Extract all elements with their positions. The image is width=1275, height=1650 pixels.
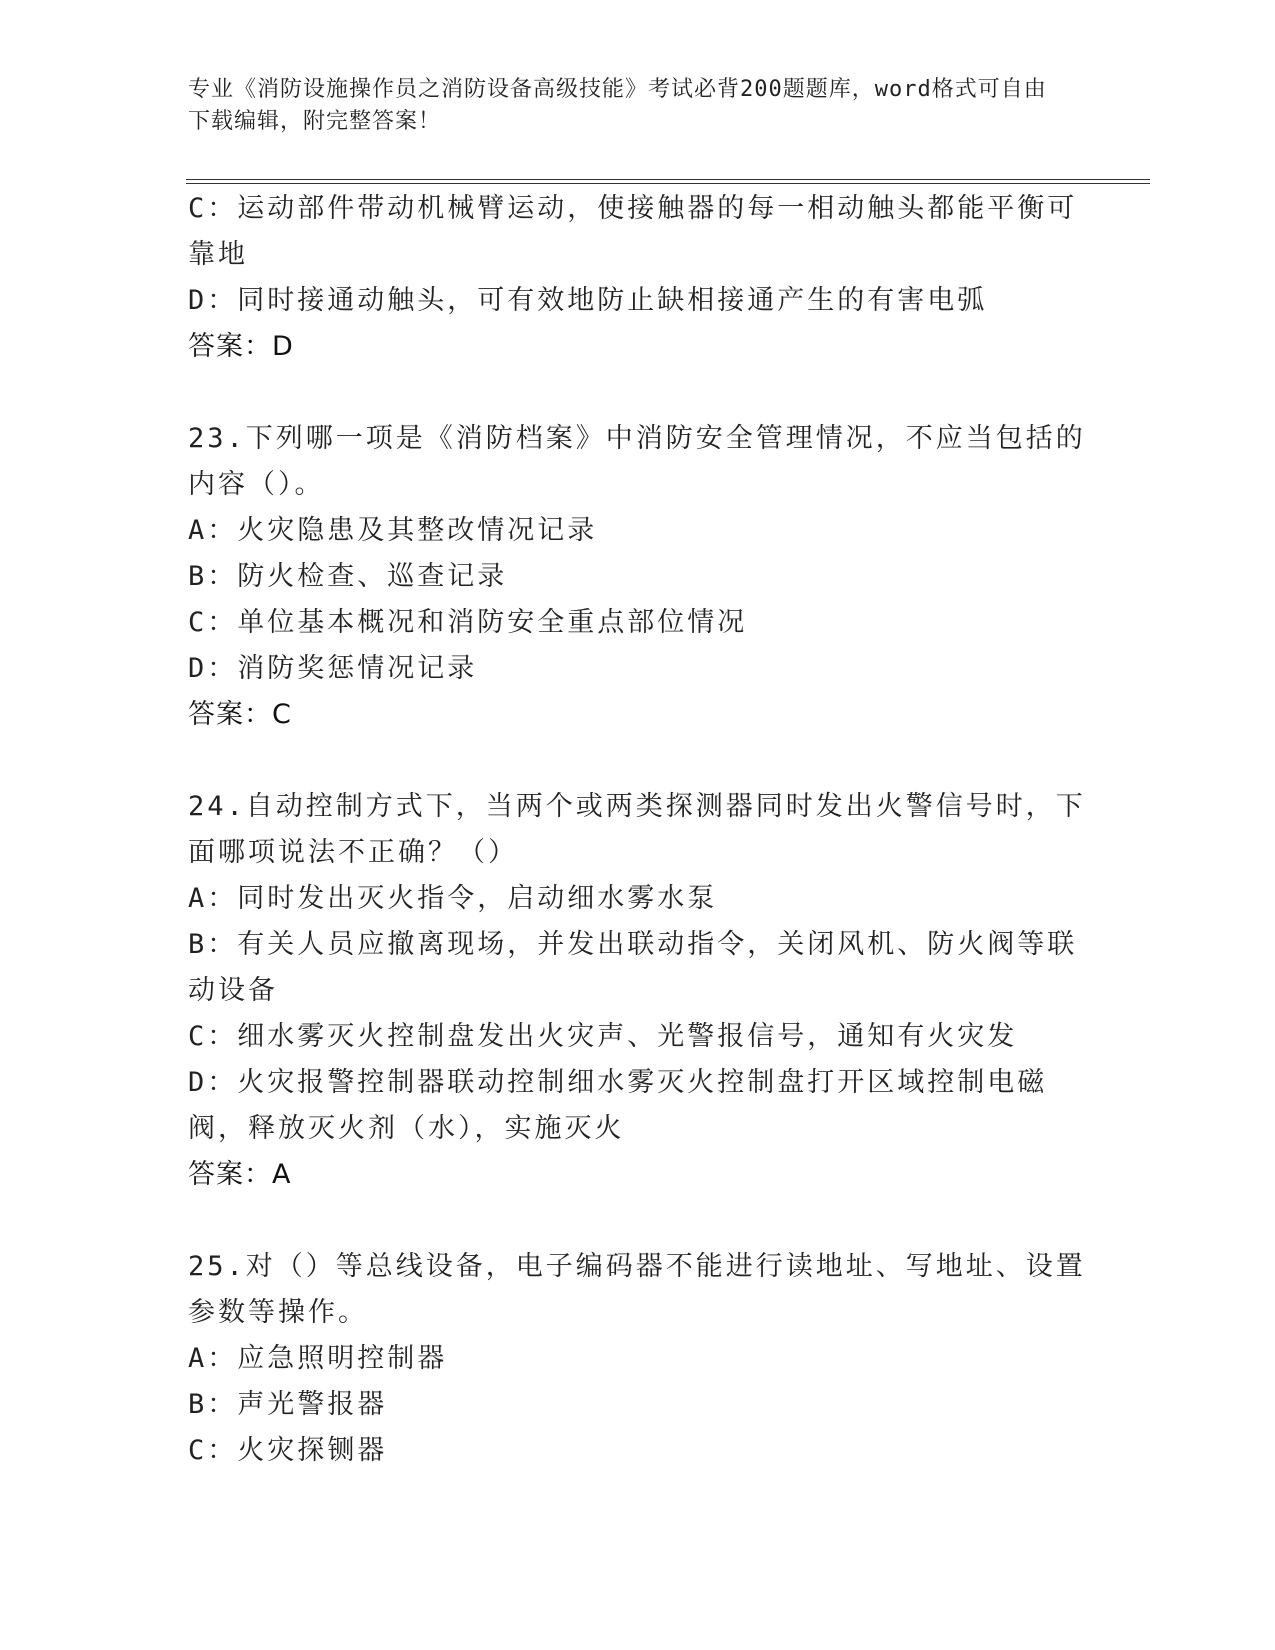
question-stem: 24.自动控制方式下，当两个或两类探测器同时发出火警信号时，下面哪项说法不正确？（） <box>188 791 1086 868</box>
option-a: A：同时发出灭火指令，启动细水雾水泵 <box>188 883 718 914</box>
question-24 <box>188 784 1088 1198</box>
option-d: D：火灾报警控制器联动控制细水雾灭火控制盘打开区域控制电磁阀，释放灭火剂（水），实施灭火 <box>188 1067 1048 1144</box>
option-c: C：单位基本概况和消防安全重点部位情况 <box>188 607 748 638</box>
page-header <box>188 74 1068 138</box>
question-25 <box>188 1244 1088 1474</box>
question-23 <box>188 416 1088 738</box>
answer-line: 答案：C <box>188 699 292 730</box>
option-c: C：运动部件带动机械臂运动，使接触器的每一相动触头都能平衡可靠地 <box>188 193 1078 270</box>
header-divider <box>186 179 1150 184</box>
option-b: B：声光警报器 <box>188 1389 388 1420</box>
option-a: A：应急照明控制器 <box>188 1343 448 1374</box>
option-b: B：有关人员应撤离现场，并发出联动指令，关闭风机、防火阀等联动设备 <box>188 929 1078 1006</box>
option-d: D：消防奖惩情况记录 <box>188 653 478 684</box>
question-22-continuation <box>188 186 1088 370</box>
option-d: D：同时接通动触头，可有效地防止缺相接通产生的有害电弧 <box>188 285 988 316</box>
option-c: C：细水雾灭火控制盘发出火灾声、光警报信号，通知有火灾发 <box>188 1021 1018 1052</box>
question-stem: 23.下列哪一项是《消防档案》中消防安全管理情况，不应当包括的内容（）。 <box>188 423 1086 500</box>
answer-line: 答案：D <box>188 331 294 362</box>
option-c: C：火灾探铡器 <box>188 1435 388 1466</box>
header-text: 专业《消防设施操作员之消防设备高级技能》考试必背200题题库，word格式可自由下载编辑，附完整答案！ <box>188 77 1047 134</box>
option-a: A：火灾隐患及其整改情况记录 <box>188 515 598 546</box>
question-stem: 25.对（）等总线设备，电子编码器不能进行读地址、写地址、设置参数等操作。 <box>188 1251 1086 1328</box>
option-b: B：防火检查、巡查记录 <box>188 561 508 592</box>
document-body <box>188 186 1088 1474</box>
answer-line: 答案：A <box>188 1159 292 1190</box>
